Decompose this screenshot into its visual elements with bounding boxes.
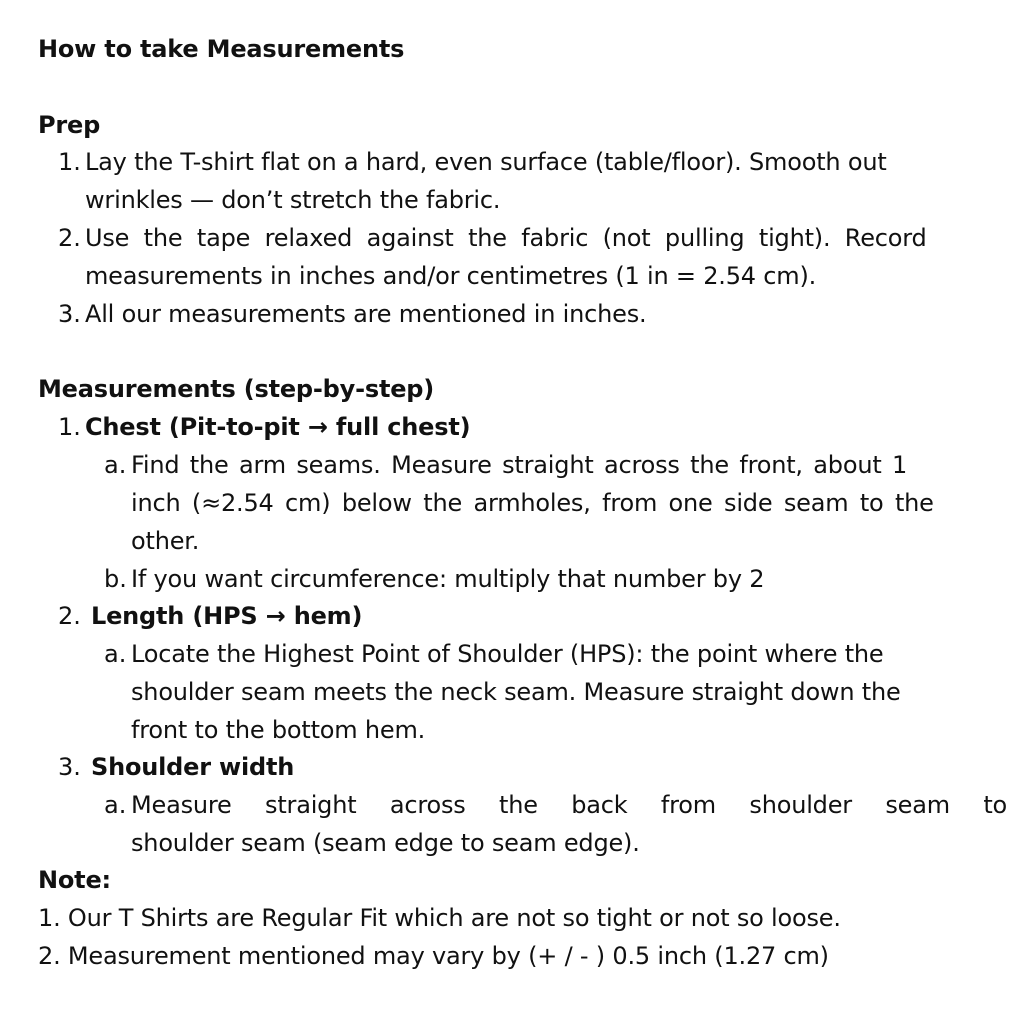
list-marker: 3.: [58, 753, 81, 781]
note-item-1: 1. Our T Shirts are Regular Fit which are not so tight or not so loose.: [38, 904, 841, 932]
chest-step-b-line-1: If you want circumference: multiply that number by 2: [131, 565, 765, 593]
list-marker: a.: [104, 451, 127, 479]
shoulder-label: Shoulder width: [91, 753, 295, 781]
list-marker: a.: [104, 791, 127, 819]
note-item-2: 2. Measurement mentioned may vary by (+ / - ) 0.5 inch (1.27 cm): [38, 942, 829, 970]
chest-step-a-line-1: Find the arm seams. Measure straight across the front, about 1: [131, 451, 908, 479]
chest-label: Chest (Pit-to-pit → full chest): [85, 413, 471, 441]
prep-item-1-line-2: wrinkles — don’t stretch the fabric.: [85, 186, 501, 214]
chest-step-a-line-3: other.: [131, 527, 200, 555]
length-label: Length (HPS → hem): [91, 602, 363, 630]
chest-step-a-line-2: inch (≈2.54 cm) below the armholes, from one side seam to the: [131, 489, 934, 517]
prep-item-2-line-2: measurements in inches and/or centimetres (1 in = 2.54 cm).: [85, 262, 817, 290]
prep-item-1-line-1: [85, 143, 986, 181]
length-step-a-line-2: shoulder seam meets the neck seam. Measure straight down the: [131, 678, 901, 706]
shoulder-step-a-line-2: shoulder seam (seam edge to seam edge).: [131, 829, 640, 857]
prep-item-2-line-1: Use the tape relaxed against the fabric (not pulling tight). Record: [85, 224, 927, 252]
list-marker: a.: [104, 640, 127, 668]
measurements-heading: Measurements (step-by-step): [38, 375, 435, 403]
text: Lay the T-shirt flat on a hard, even surface (table/floor). Smooth out: [85, 148, 887, 176]
list-marker: 2.: [58, 602, 81, 630]
list-marker: 1.: [58, 413, 81, 441]
length-step-a-line-3: front to the bottom hem.: [131, 716, 426, 744]
list-marker: 1.: [58, 148, 81, 176]
list-marker: 3.: [58, 300, 81, 328]
prep-item-3-line-1: All our measurements are mentioned in inches.: [85, 300, 647, 328]
shoulder-step-a-line-1: Measure straight across the back from shoulder seam to: [131, 791, 1008, 819]
note-heading: Note:: [38, 866, 111, 894]
list-marker: b.: [104, 565, 127, 593]
page-title: How to take Measurements: [38, 35, 405, 63]
prep-heading: Prep: [38, 111, 101, 139]
length-step-a-line-1: Locate the Highest Point of Shoulder (HPS): the point where the: [131, 640, 884, 668]
list-marker: 2.: [58, 224, 81, 252]
